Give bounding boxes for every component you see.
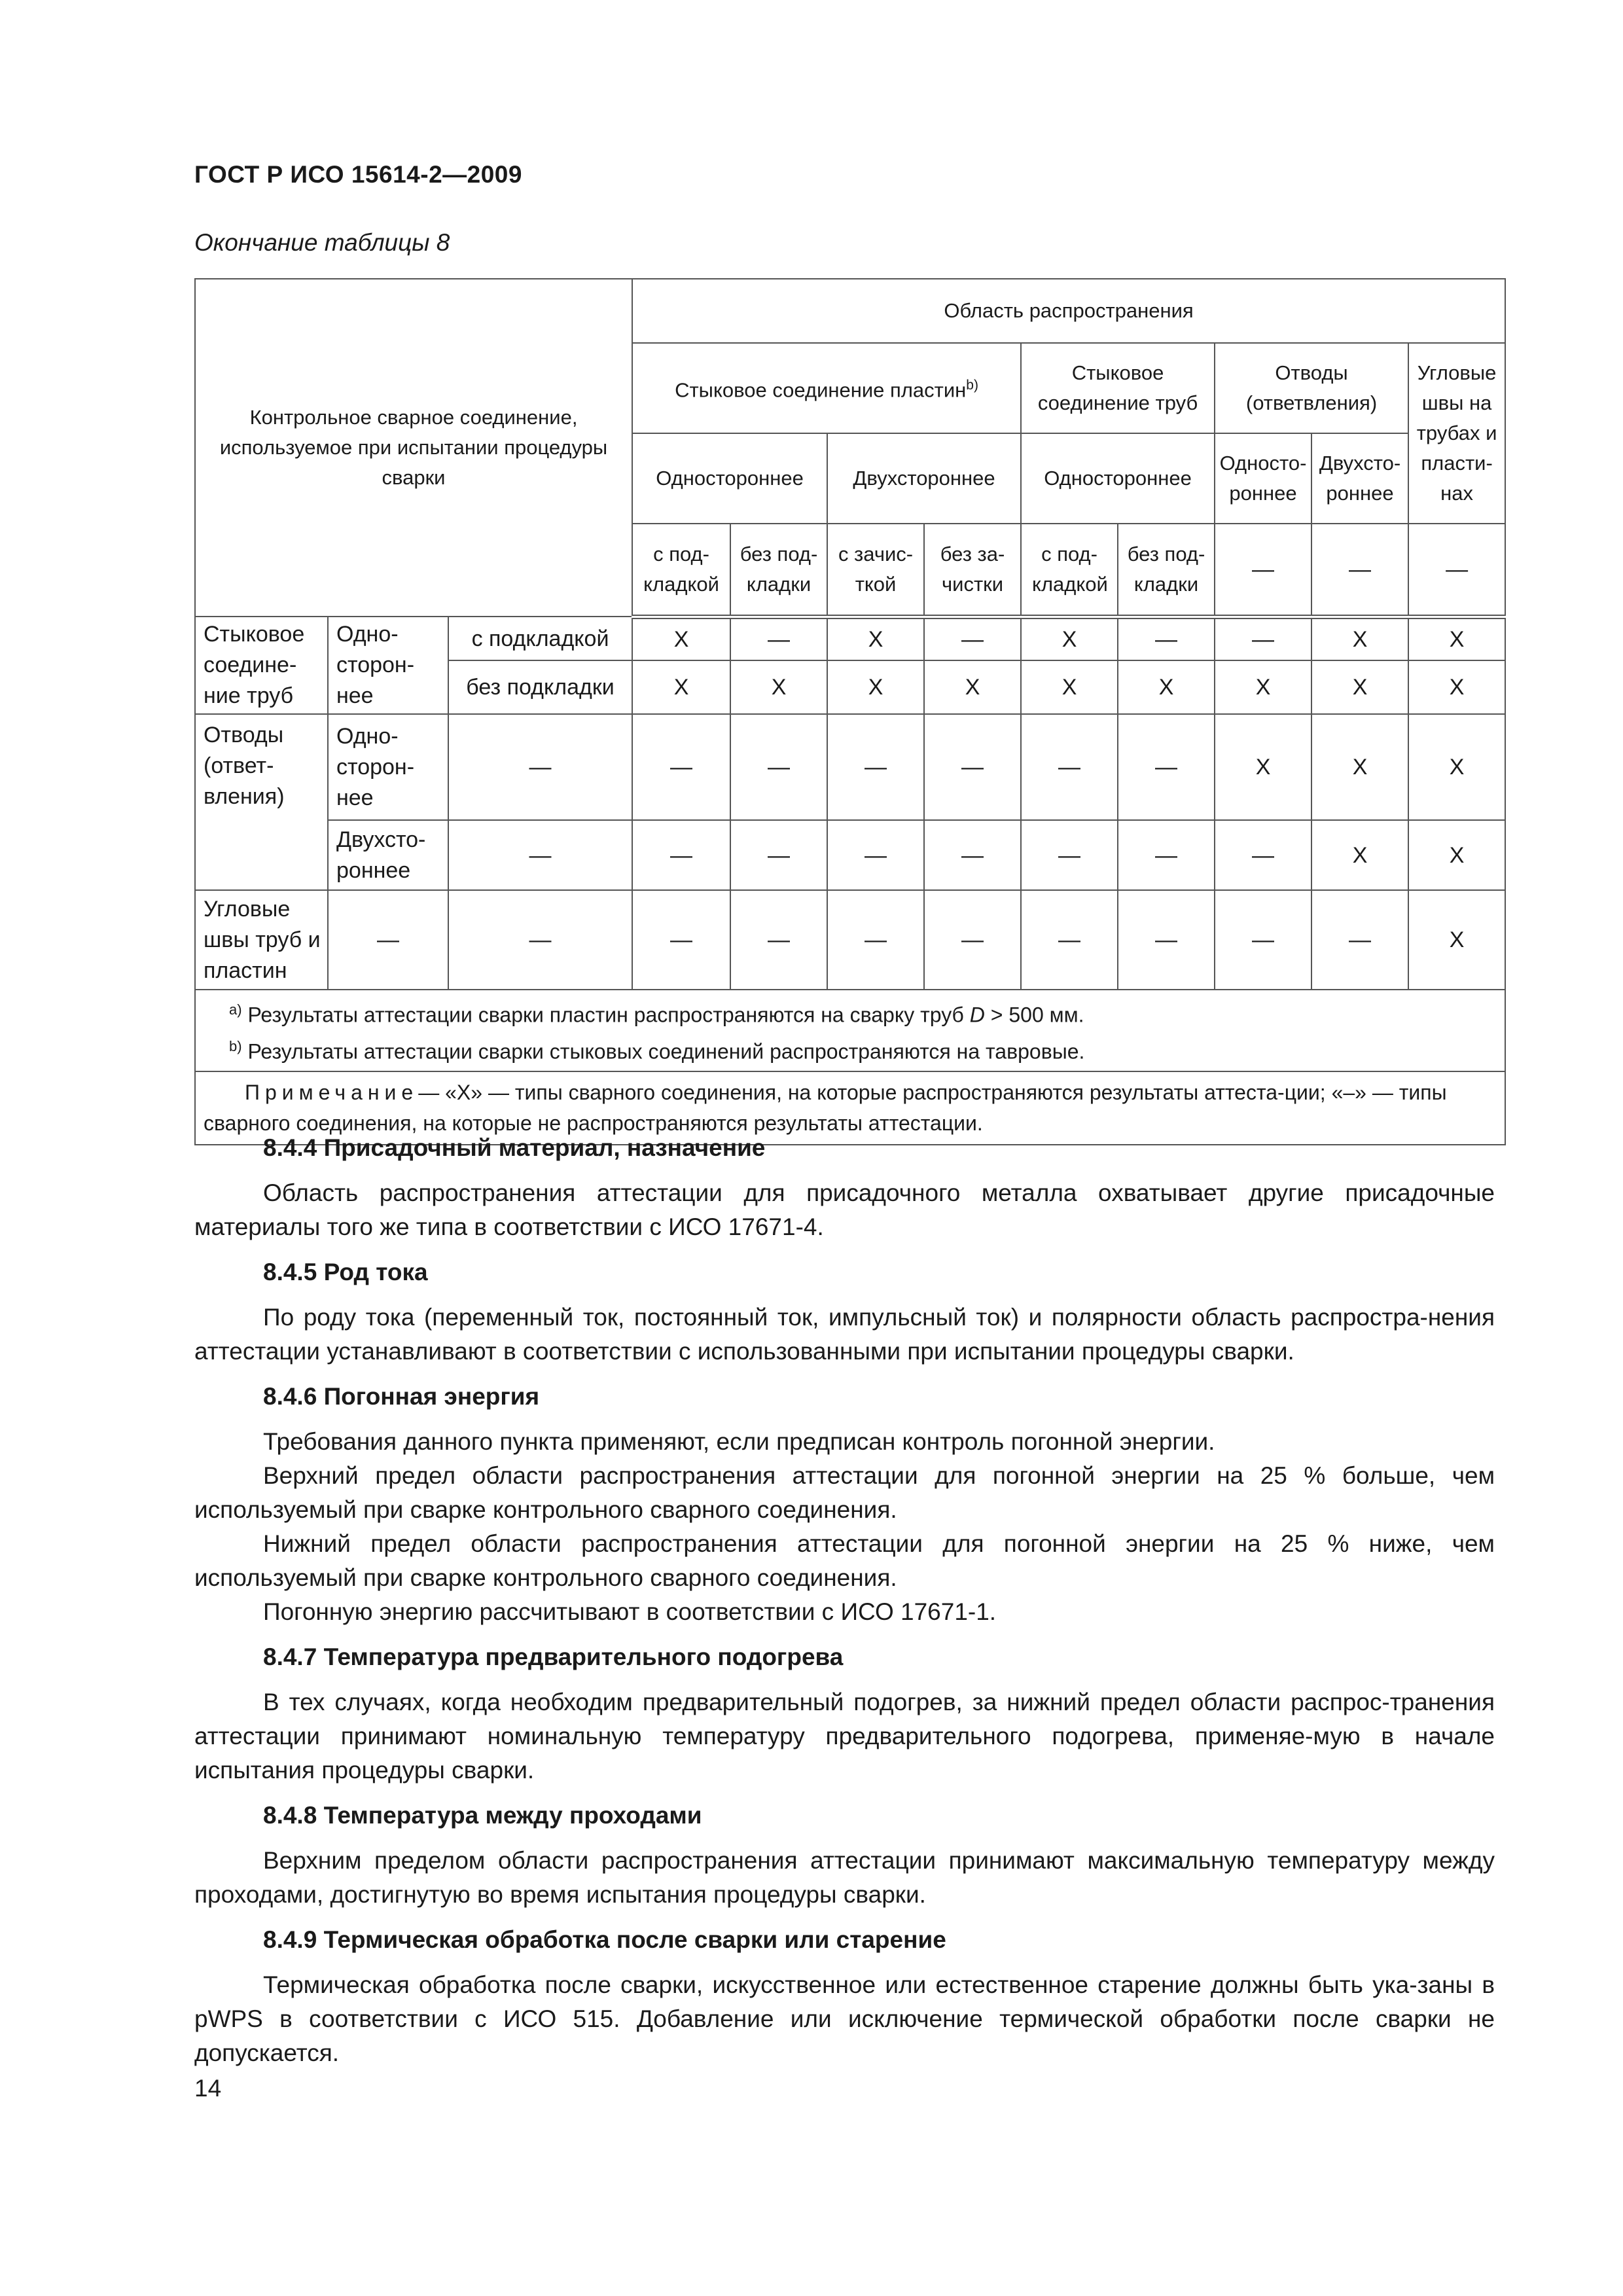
branches-single-header: Односто-роннее <box>1215 433 1311 524</box>
table-cell: — <box>1118 890 1215 990</box>
control-joint-header: Контрольное сварное соединение, используемое при испытании процедуры сварки <box>195 279 632 617</box>
header-dash: — <box>1408 524 1505 617</box>
sub-header: с зачис-ткой <box>827 524 924 617</box>
table-cell: — <box>1021 714 1118 820</box>
table-cell: — <box>1311 890 1408 990</box>
section-title: 8.4.8 Температура между проходами <box>263 1802 702 1829</box>
table-cell: X <box>1311 660 1408 714</box>
table-cell: — <box>730 714 827 820</box>
table-cell: — <box>924 714 1021 820</box>
table-cell: X <box>1215 660 1311 714</box>
paragraph: По роду тока (переменный ток, постоянный ток, импульсный ток) и полярности область распростра-нения аттестации устанавливают в соответствии с использованными при испытании процедуры сварки. <box>194 1304 1495 1365</box>
plates-header-text: Стыковое соединение пластин <box>675 378 967 402</box>
footnote-a-text-1: Результаты аттестации сварки пластин распространяются на сварку труб <box>247 1003 964 1027</box>
row-label-branches: Отводы (ответ-вления) <box>195 714 328 890</box>
remark-label: Примечание <box>245 1081 419 1105</box>
table-cell: — <box>1215 617 1311 660</box>
row-label-without-backing: без подкладки <box>448 660 632 714</box>
table-cell: — <box>632 714 730 820</box>
table-cell: X <box>1215 714 1311 820</box>
document-header: ГОСТ Р ИСО 15614-2—2009 <box>194 161 522 188</box>
table-cell: — <box>328 890 448 990</box>
branches-double-header: Двухсто-роннее <box>1311 433 1408 524</box>
table-cell: — <box>1021 820 1118 890</box>
section-title: 8.4.4 Присадочный материал, назначение <box>263 1134 766 1161</box>
table-cell: X <box>1311 820 1408 890</box>
table-cell: — <box>632 820 730 890</box>
table-cell: X <box>1408 660 1505 714</box>
footnote-a-text-2: > 500 мм. <box>990 1003 1084 1027</box>
table-cell: X <box>1021 660 1118 714</box>
table-caption: Окончание таблицы 8 <box>194 229 450 256</box>
table-cell: X <box>1021 617 1118 660</box>
sub-header: без за-чистки <box>924 524 1021 617</box>
footnote-b <box>229 1031 1486 1067</box>
scope-table <box>194 278 1506 1145</box>
table-cell: X <box>1311 714 1408 820</box>
section-title: 8.4.9 Термическая обработка после сварки или старение <box>263 1926 946 1953</box>
table-cell: X <box>730 660 827 714</box>
section-title: 8.4.5 Род тока <box>263 1259 428 1285</box>
paragraph: Требования данного пункта применяют, если предписан контроль погонной энергии. <box>263 1428 1215 1455</box>
paragraph: Область распространения аттестации для присадочного металла охватывает другие присадочные материалы того же типа в соответствии с ИСО 17671-4. <box>194 1179 1495 1240</box>
table-cell: X <box>1311 617 1408 660</box>
table-cell: X <box>827 617 924 660</box>
row-label-with-backing: с подкладкой <box>448 617 632 660</box>
table-cell: — <box>730 890 827 990</box>
plates-header <box>632 343 1021 433</box>
section-title: 8.4.7 Температура предварительного подогрева <box>263 1643 844 1670</box>
table-cell: — <box>827 820 924 890</box>
header-dash: — <box>1215 524 1311 617</box>
table-cell: — <box>1215 890 1311 990</box>
footnote-a-variable: D <box>969 1003 985 1027</box>
row-label-single: Одно-сторон-нее <box>328 714 448 820</box>
table-cell: — <box>1021 890 1118 990</box>
plates-footnote-mark: b) <box>966 378 978 393</box>
table-cell: — <box>730 617 827 660</box>
table-cell: — <box>924 617 1021 660</box>
header-dash: — <box>1311 524 1408 617</box>
table-cell: — <box>1118 820 1215 890</box>
body-text <box>194 1131 1495 2070</box>
plates-single-side-header: Одностороннее <box>632 433 827 524</box>
table-cell: — <box>827 714 924 820</box>
row-label-fillet: Угловые швы труб и пластин <box>195 890 328 990</box>
pipes-single-side-header: Одностороннее <box>1021 433 1215 524</box>
paragraph: В тех случаях, когда необходим предварительный подогрев, за нижний предел области распрос-транения аттестации принимают номинальную температуру предварительного подогрева, применяе-мую в начале испытания процедуры сварки. <box>194 1689 1495 1784</box>
section-title: 8.4.6 Погонная энергия <box>263 1383 540 1410</box>
sub-header: с под-кладкой <box>632 524 730 617</box>
remark-text: — «Х» — типы сварного соединения, на которые распространяются результаты аттеста-ции; «–» — типы сварного соединения, на которые не распространяются результаты аттестации. <box>204 1081 1447 1136</box>
table-cell: X <box>924 660 1021 714</box>
page-number: 14 <box>194 2075 222 2102</box>
sub-header: с под-кладкой <box>1021 524 1118 617</box>
pipes-header: Стыковое соединение труб <box>1021 343 1215 433</box>
table-cell: — <box>1215 820 1311 890</box>
paragraph: Погонную энергию рассчитывают в соответствии с ИСО 17671-1. <box>263 1598 997 1625</box>
footnote-b-mark: b) <box>229 1037 242 1054</box>
paragraph: Нижний предел области распространения аттестации для погонной энергии на 25 % ниже, чем используемый при сварке контрольного сварного соединения. <box>194 1530 1495 1591</box>
table-cell: X <box>1408 617 1505 660</box>
table-cell: X <box>827 660 924 714</box>
table-cell: — <box>924 820 1021 890</box>
table-cell: — <box>1118 714 1215 820</box>
table-cell: — <box>827 890 924 990</box>
table-cell: — <box>924 890 1021 990</box>
plates-double-side-header: Двухстороннее <box>827 433 1021 524</box>
table-cell: — <box>448 714 632 820</box>
paragraph: Верхним пределом области распространения аттестации принимают максимальную температуру между проходами, достигнутую во время испытания процедуры сварки. <box>194 1847 1495 1908</box>
table-cell: — <box>448 820 632 890</box>
row-label-single: Одно-сторон-нее <box>328 617 448 714</box>
table-cell: X <box>1408 890 1505 990</box>
row-label-butt-pipes: Стыковое соедине-ние труб <box>195 617 328 714</box>
paragraph: Верхний предел области распространения аттестации для погонной энергии на 25 % больше, чем используемый при сварке контрольного сварного соединения. <box>194 1462 1495 1523</box>
sub-header: без под-кладки <box>730 524 827 617</box>
table-cell: X <box>1118 660 1215 714</box>
scope-header: Область распространения <box>632 279 1505 343</box>
branches-header: Отводы (ответвления) <box>1215 343 1408 433</box>
sub-header: без под-кладки <box>1118 524 1215 617</box>
table-footnotes <box>195 990 1505 1071</box>
table-cell: — <box>730 820 827 890</box>
table-cell: X <box>1408 820 1505 890</box>
table-cell: — <box>448 890 632 990</box>
table-cell: — <box>632 890 730 990</box>
table-cell: X <box>632 617 730 660</box>
footnote-a-mark: a) <box>229 1001 242 1018</box>
table-cell: X <box>1408 714 1505 820</box>
footnote-b-text: Результаты аттестации сварки стыковых соединений распространяются на тавровые. <box>247 1039 1085 1064</box>
table-cell: — <box>1118 617 1215 660</box>
paragraph: Термическая обработка после сварки, искусственное или естественное старение должны быть ука-заны в pWPS в соответствии с ИСО 515. Добавление или исключение термической обработки после сварки не допускается. <box>194 1971 1495 2066</box>
footnote-a <box>229 994 1486 1031</box>
table-cell: X <box>632 660 730 714</box>
fillet-header: Угловые швы на трубах и пласти-нах <box>1408 343 1505 524</box>
row-label-double: Двухсто-роннее <box>328 820 448 890</box>
